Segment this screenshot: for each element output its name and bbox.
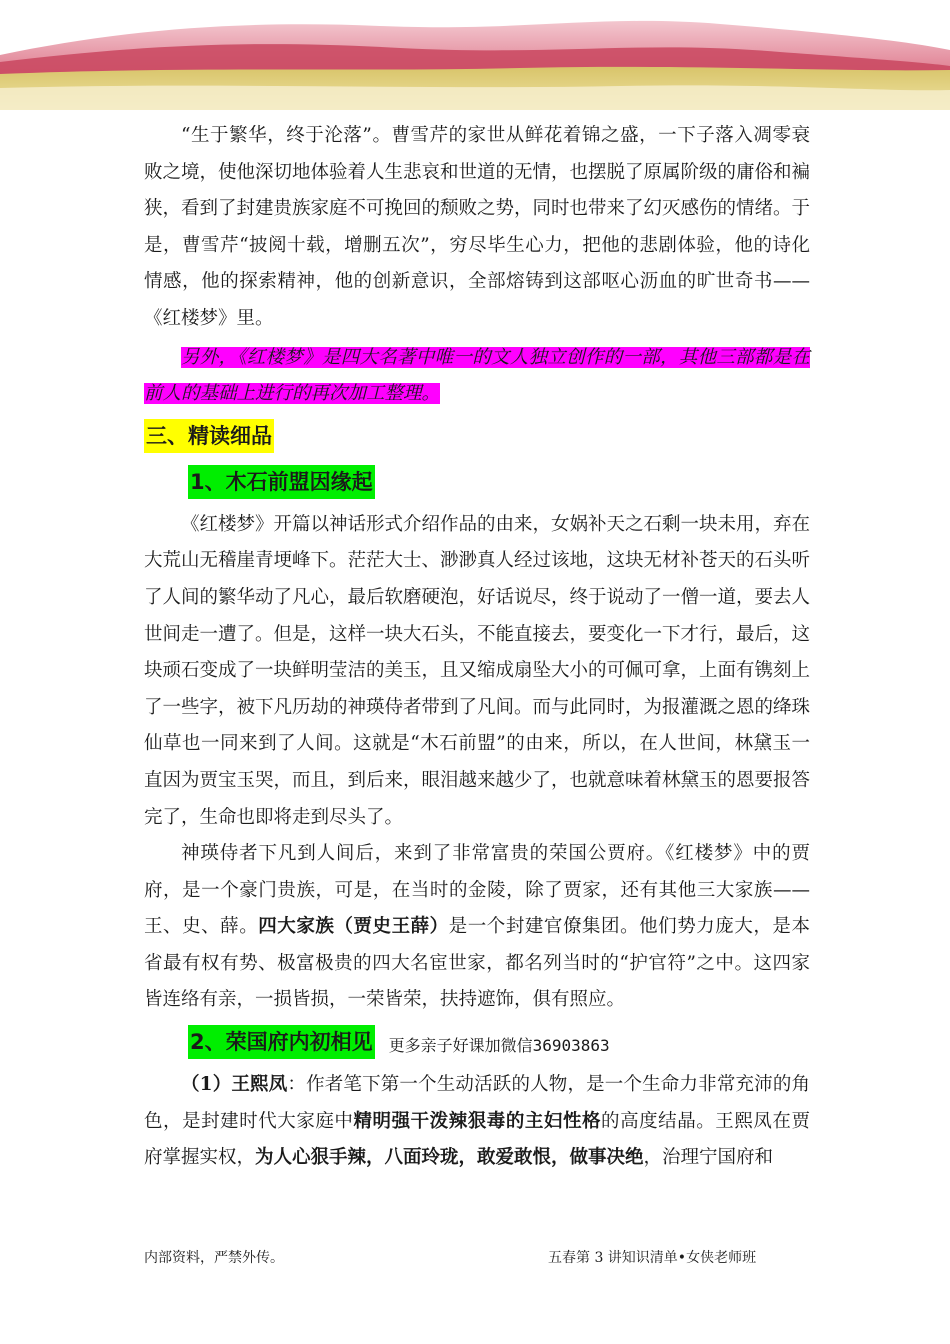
bold-trait-1: 精明强干泼辣狠毒的主妇性格 bbox=[353, 1110, 602, 1132]
subsection-title-2: 2、荣国府内初相见 bbox=[188, 1025, 375, 1059]
paragraph-wangxifeng bbox=[144, 1067, 810, 1177]
text-run: 是一个封建官僚集团。他们势力庞大，是本省最有权有势、极富极贵的四大名宦世家，都名列当时的“护官符”之中。这四家皆连络有亲，一损皆损，一荣皆荣，扶持遮饰，俱有照应。 bbox=[144, 916, 810, 1011]
text-run: 的高度结晶。王熙凤在贾府掌握实权， bbox=[144, 1110, 810, 1169]
text-run: ：作者笔下第一个生动活跃的人物，是一个生命力非常充沛的角色，是封建时代大家庭中 bbox=[144, 1074, 810, 1132]
bold-trait-2: 为人心狠手辣，八面玲珑，敢爱敢恨，做事决绝 bbox=[255, 1147, 644, 1169]
text-run: ，治理宁国府和 bbox=[643, 1147, 774, 1169]
promo-text: 更多亲子好课加微信36903863 bbox=[388, 1036, 610, 1056]
bold-four-families: 四大家族（贾史王薛） bbox=[258, 916, 449, 938]
section-3-heading-row bbox=[144, 413, 810, 459]
section-title: 三、精读细品 bbox=[144, 419, 274, 453]
paragraph-highlight bbox=[144, 340, 810, 413]
subsection-title-1: 1、木石前盟因缘起 bbox=[188, 465, 375, 499]
document-body bbox=[144, 118, 810, 1177]
header-banner bbox=[0, 0, 950, 110]
paragraph-mushi: 《红楼梦》开篇以神话形式介绍作品的由来，女娲补天之石剩一块未用，弃在大荒山无稽崖青埂峰下。茫茫大士、渺渺真人经过该地，这块无材补苍天的石头听了人间的繁华动了凡心，最后软磨硬泡，好话说尽，终于说动了一僧一道，要去人世间走一遭了。但是，这样一块大石头，不能直接去，要变化一下才行，最后，这块顽石变成了一块鲜明莹洁的美玉，且又缩成扇坠大小的可佩可拿，上面有镌刻上了一些字，被下凡历劫的神瑛侍者带到了凡间。而与此同时，为报灌溉之恩的绛珠仙草也一同来到了人间。这就是“木石前盟”的由来，所以，在人世间，林黛玉一直因为贾宝玉哭，而且，到后来，眼泪越来越少了，也就意味着林黛玉的恩要报答完了，生命也即将走到尽头了。 bbox=[144, 513, 811, 828]
subsection-2-heading-row bbox=[144, 1025, 810, 1059]
footer-left: 内部资料，严禁外传。 bbox=[144, 1250, 284, 1266]
subsection-1-heading-row bbox=[144, 465, 810, 499]
footer-right: 五春第 3 讲知识清单•女侠老师班 bbox=[548, 1250, 757, 1266]
paragraph-intro: “生于繁华，终于沦落”。曹雪芹的家世从鲜花着锦之盛，一下子落入凋零衰败之境，使他深切地体验着人生悲哀和世道的无情，也摆脱了原属阶级的庸俗和褊狭，看到了封建贵族家庭不可挽回的颓败之势，同时也带来了幻灭感伤的情绪。于是，曹雪芹“披阅十载，增删五次”，穷尽毕生心力，把他的悲剧体验，他的诗化情感，他的探索精神，他的创新意识，全部熔铸到这部呕心沥血的旷世奇书——《红楼梦》里。 bbox=[144, 125, 811, 329]
bold-label: （1）王熙凤 bbox=[181, 1074, 288, 1096]
highlighted-note: 另外，《红楼梦》是四大名著中唯一的文人独立创作的一部，其他三部都是在前人的基础上进行的再次加工整理。 bbox=[144, 346, 810, 405]
paragraph-jiafu bbox=[144, 836, 810, 1019]
text-run: 神瑛侍者下凡到人间后，来到了非常富贵的荣国公贾府。《红楼梦》中的贾府，是一个豪门贵族，可是，在当时的金陵，除了贾家，还有其他三大家族——王、史、薛。 bbox=[144, 843, 810, 938]
